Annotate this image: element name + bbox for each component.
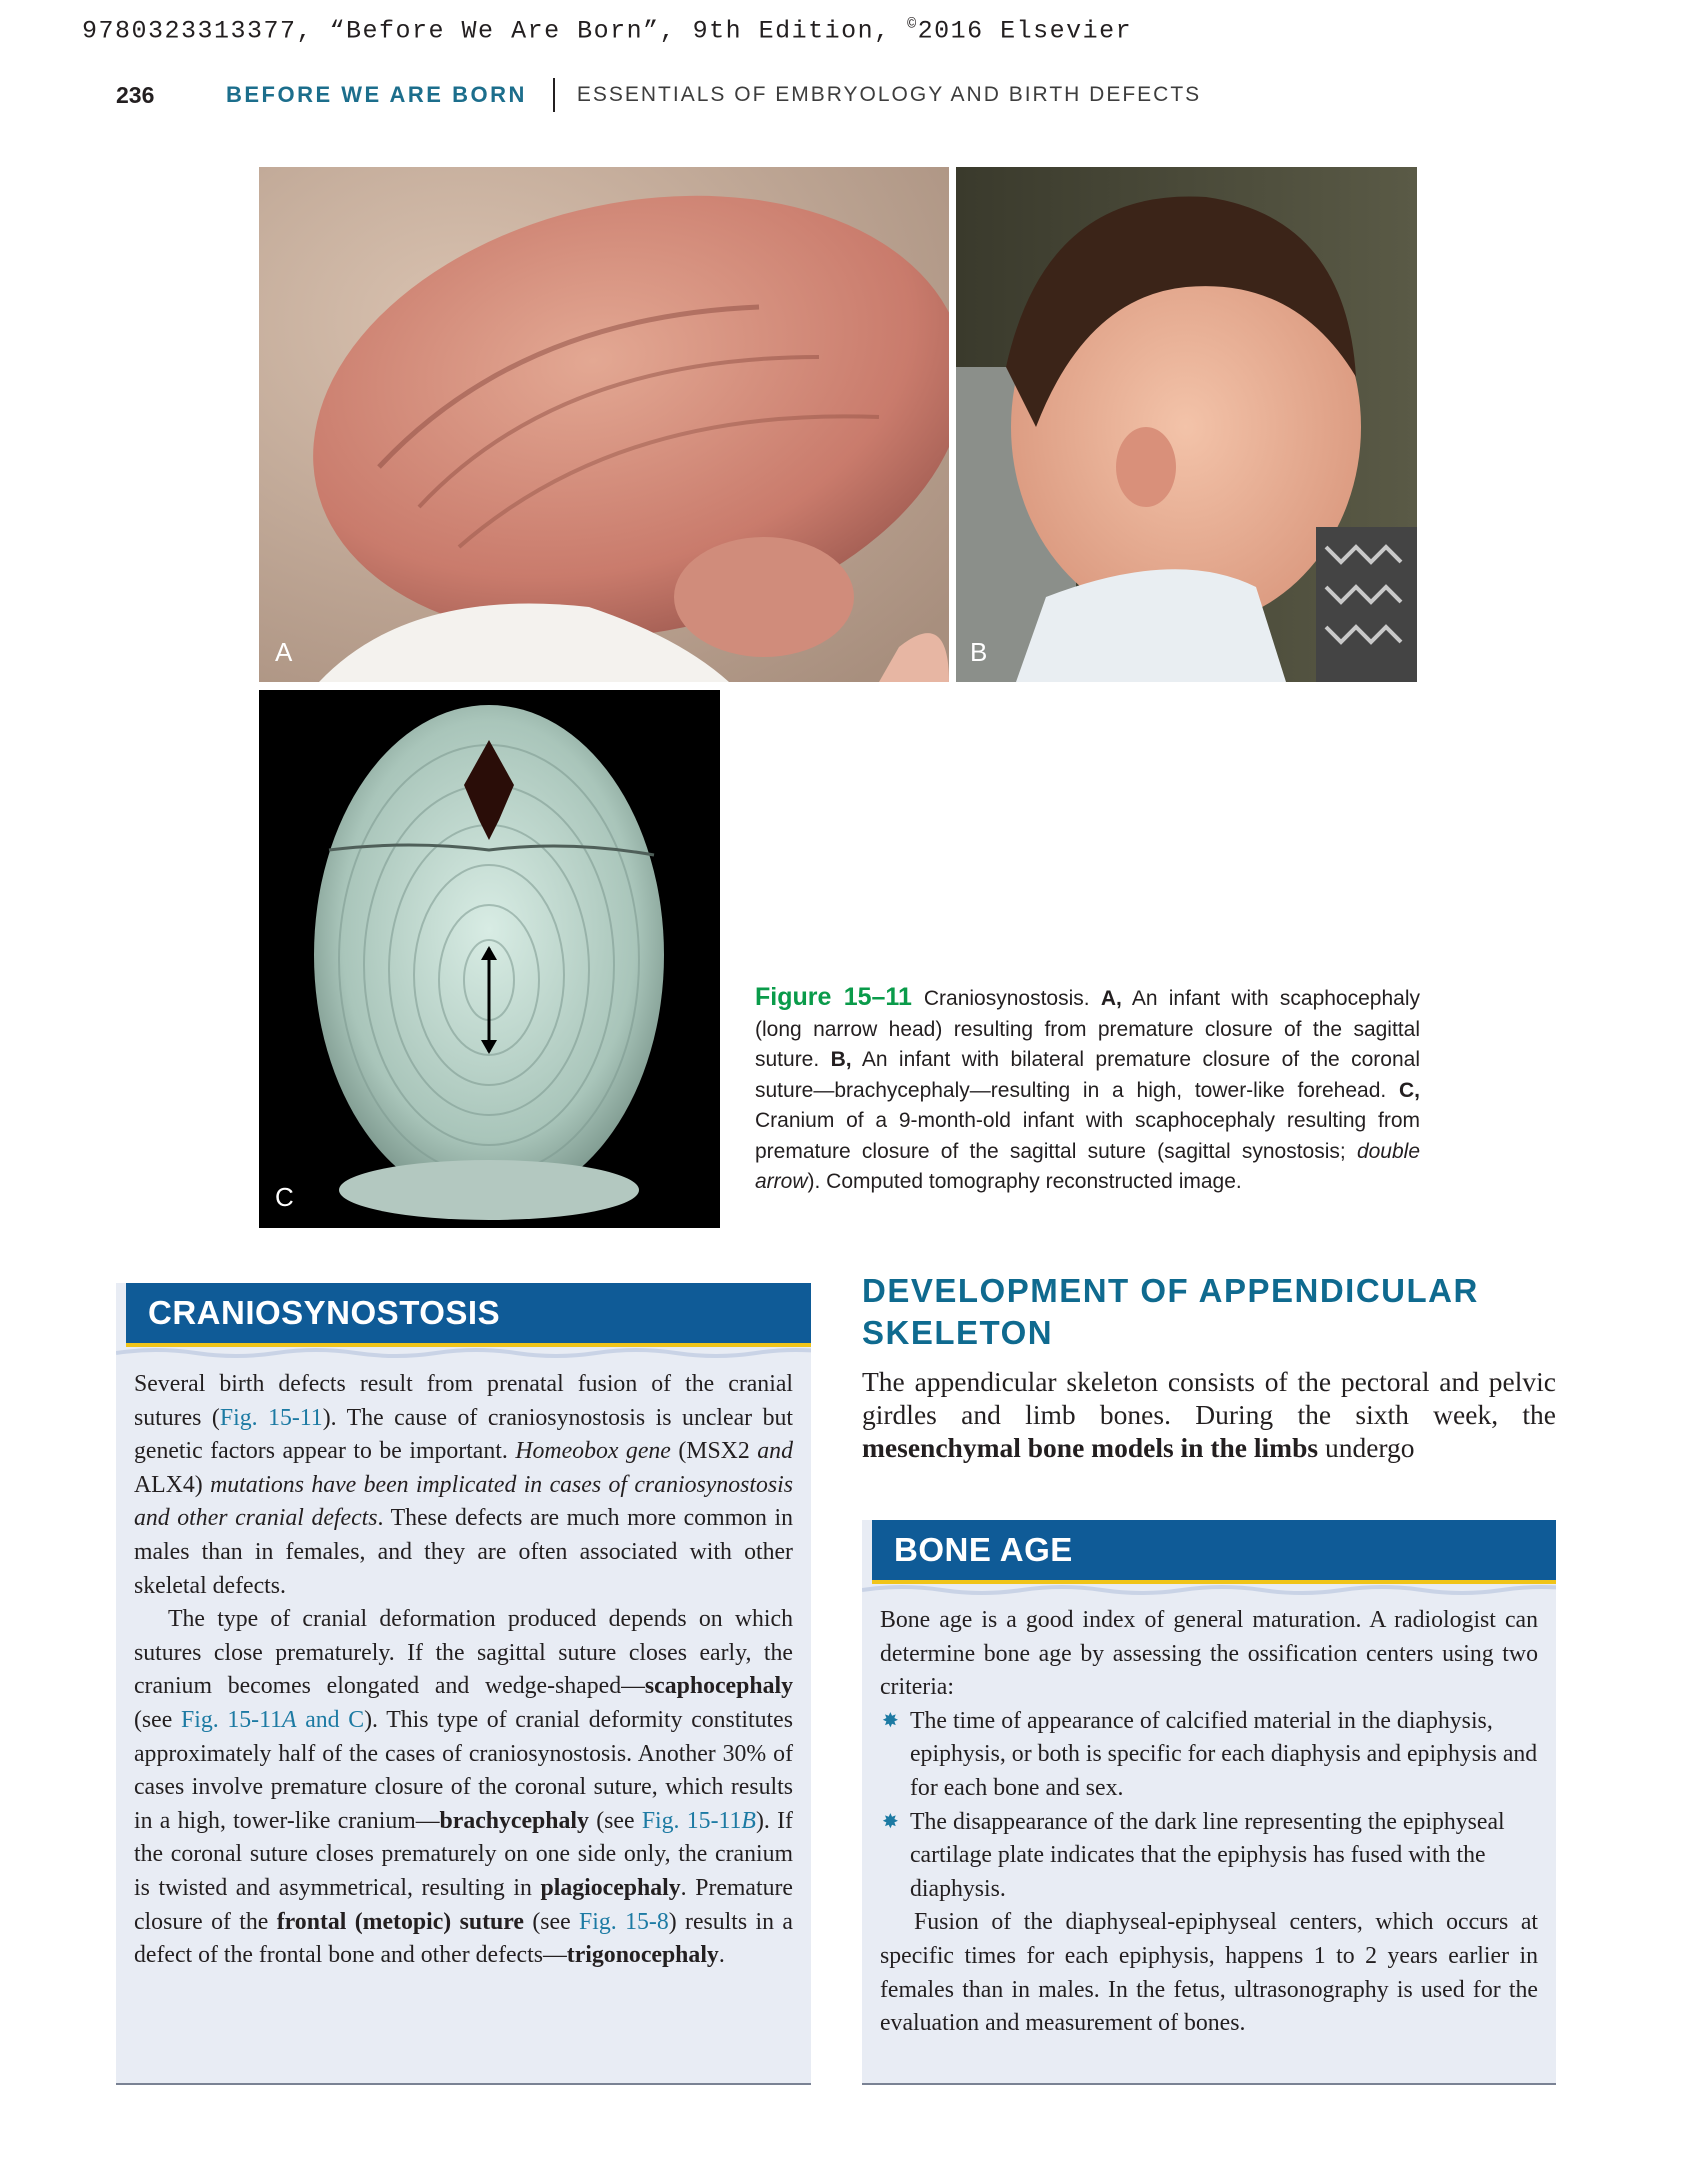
snowflake-bullet-icon: ✸ [882,1810,899,1833]
panel-label-a: A [275,637,293,667]
figure-link[interactable]: Fig. 15-11B [641,1807,756,1834]
figure-photo-b [956,167,1417,682]
figure-link[interactable]: Fig. 15-11A and C [180,1706,365,1733]
book-title: BEFORE WE ARE BORN [226,82,527,107]
figure-ct-image-c [259,690,720,1228]
book-subtitle: ESSENTIALS OF EMBRYOLOGY AND BIRTH DEFECTS [576,83,1202,106]
box-header-ornament [116,1347,811,1359]
bone-age-intro: Bone age is a good index of general maturation. A radiologist can determine bone age by assessing the ossification centers using two criteria: [880,1607,1538,1701]
appendicular-skeleton-paragraph: The appendicular skeleton consists of the pectoral and pelvic girdles and limb bones. During the sixth week, the mesenchymal bone models in the limbs undergo [862,1366,1556,1463]
panel-label-b: B [970,637,988,667]
craniosynostosis-box-title: CRANIOSYNOSTOSIS [126,1283,811,1347]
list-item: ✸ The time of appearance of calcified material in the diaphysis, epiphysis, or both is specific for each diaphysis and epiphysis and for each bone and sex. [880,1705,1538,1806]
section-heading-appendicular-skeleton: DEVELOPMENT OF APPENDICULAR SKELETON [862,1272,1479,1351]
craniosynostosis-paragraph-1: Several birth defects result from prenatal fusion of the cranial sutures (Fig. 15-11). The cause of craniosynostosis is unclear but genetic factors appear to be important. Homeobox gene (MSX2 and ALX4) mutations have been implicated in cases of craniosynostosis and other cranial defects. These defects are much more common in males than in females, and they are often associated with other skeletal defects. [134,1371,794,1599]
header-divider [553,78,555,112]
figure-photo-a [259,167,949,682]
panel-label-c: C [275,1182,294,1212]
figure-link[interactable]: Fig. 15-11 [219,1404,323,1431]
figure-number: Figure 15–11 [755,983,912,1011]
bone-age-box [862,1520,1556,2085]
bone-age-criteria-list [880,1705,1538,1907]
craniosynostosis-box-body [134,1368,793,1973]
craniosynostosis-box [116,1283,811,2085]
bone-age-box-body [880,1604,1538,2041]
list-item: ✸ The disappearance of the dark line representing the epiphyseal cartilage plate indicates that the epiphysis has fused with the diaphysis. [880,1806,1538,1907]
page-number: 236 [116,81,155,108]
running-header [116,78,1201,112]
isbn-edition-line: 9780323313377, “Before We Are Born”, 9th Edition, ©2016 Elsevier [82,16,1133,46]
box-header-ornament [862,1584,1556,1596]
figure-caption: Figure 15–11 Craniosynostosis. A, An infant with scaphocephaly (long narrow head) resulting from premature closure of the sagittal suture. B, An infant with bilateral premature closure of the coronal suture—brachycephaly—resulting in a high, tower-like forehead. C, Cranium of a 9-month-old infant with scaphocephaly resulting from premature closure of the sagittal suture (sagittal synostosis; double arrow). Computed tomography reconstructed image. [755,983,1420,1193]
bone-age-closing: Fusion of the diaphyseal-epiphyseal centers, which occurs at specific times for each epiphysis, happens 1 to 2 years earlier in females than in males. In the fetus, ultrasonography is used for the evaluation and measurement of bones. [880,1909,1538,2037]
craniosynostosis-paragraph-2: The type of cranial deformation produced depends on which sutures close prematurely. If the sagittal suture closes early, the cranium becomes elongated and wedge-shaped—scaphocephaly (see Fig. 15-11A and C). This type of cranial deformity constitutes approximately half of the cases of craniosynostosis. Another 30% of cases involve premature closure of the coronal suture, which results in a high, tower-like cranium—brachycephaly (see Fig. 15-11B). If the coronal suture closes prematurely on one side only, the cranium is twisted and asymmetrical, resulting in plagiocephaly. Premature closure of the frontal (metopic) suture (see Fig. 15-8) results in a defect of the frontal bone and other defects—trigonocephaly. [134,1606,793,1969]
figure-link[interactable]: Fig. 15-8 [579,1908,669,1935]
bone-age-box-title: BONE AGE [872,1520,1556,1584]
snowflake-bullet-icon: ✸ [882,1709,899,1732]
